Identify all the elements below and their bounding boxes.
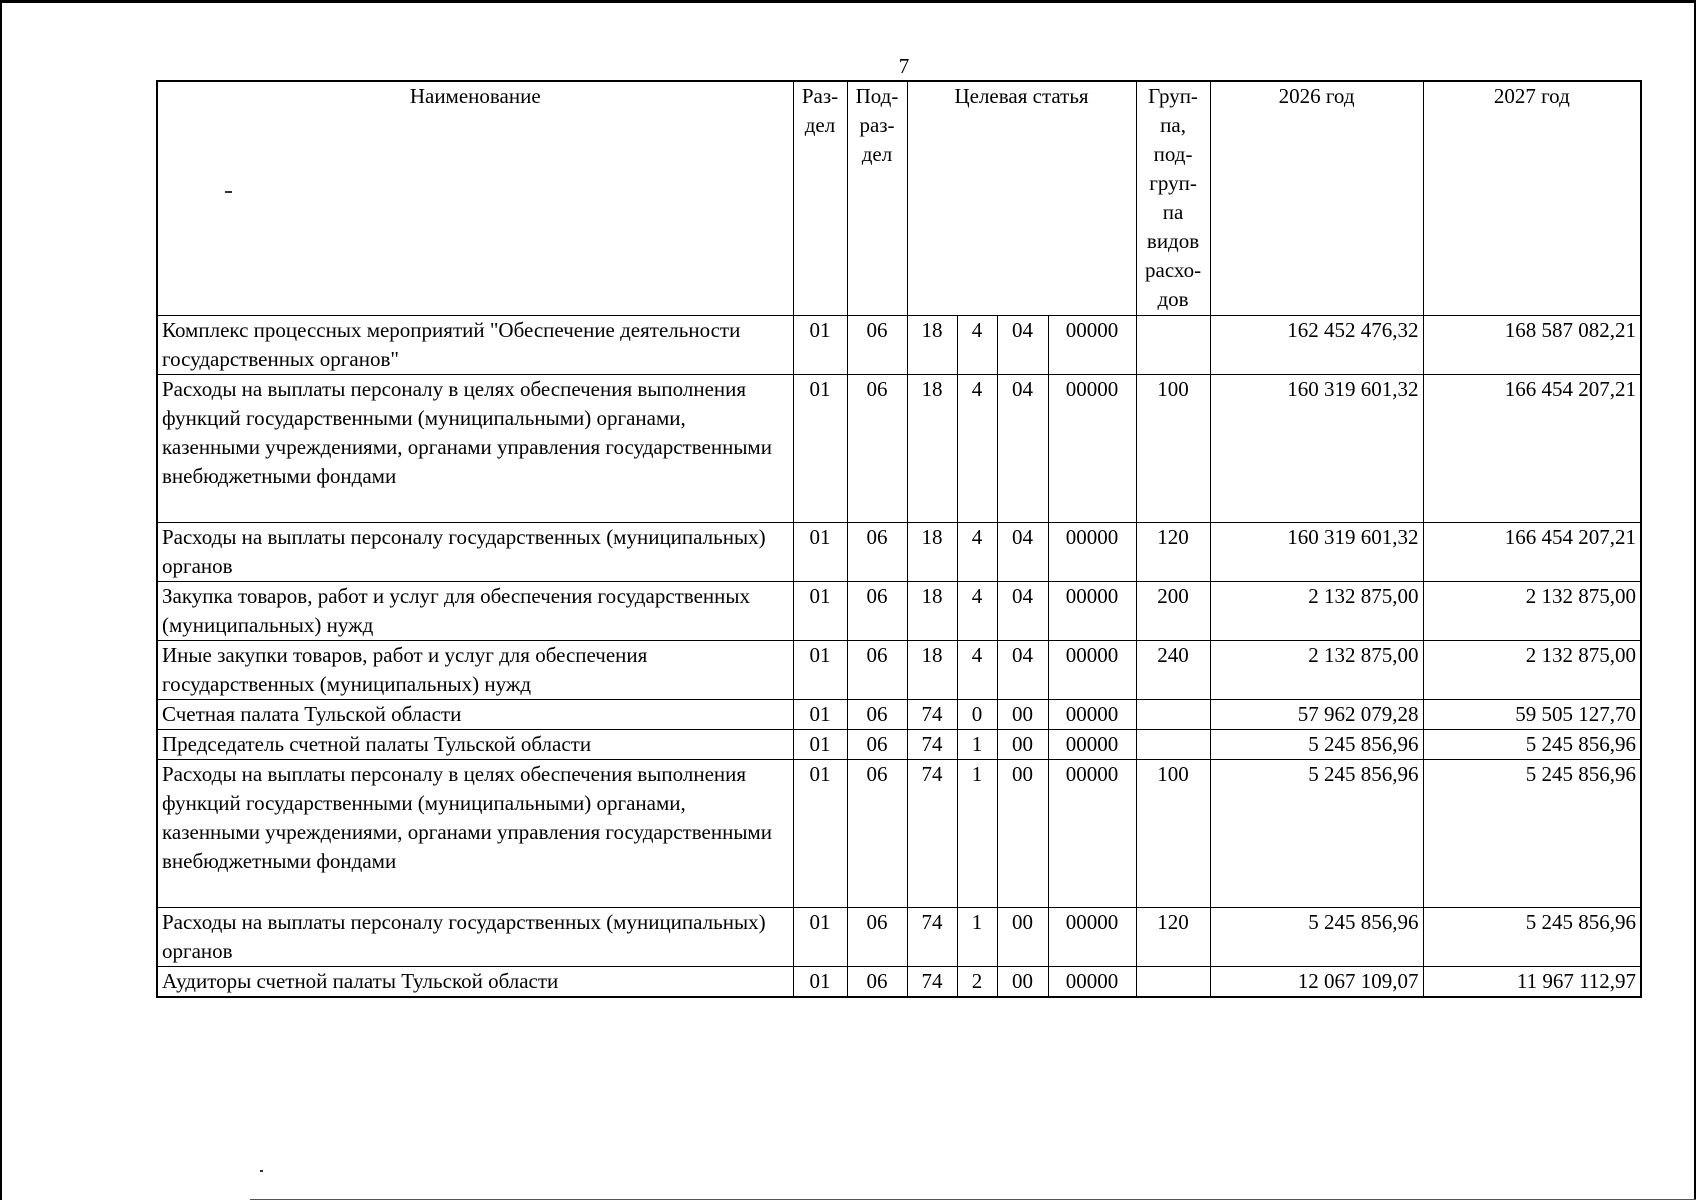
row-expense-group: [1136, 699, 1210, 729]
row-expense-group: [1136, 966, 1210, 997]
row-amount-2027: 166 454 207,21: [1423, 374, 1641, 522]
row-amount-2027: 166 454 207,21: [1423, 522, 1641, 581]
row-target-direction: 00000: [1048, 374, 1136, 522]
budget-table: [156, 80, 1642, 998]
row-target-complex: 00: [997, 966, 1048, 997]
row-target-complex: 04: [997, 315, 1048, 374]
header-2027: 2027 год: [1423, 81, 1641, 315]
row-target-direction: 00000: [1048, 640, 1136, 699]
row-target-program: 18: [907, 315, 957, 374]
row-expense-group: 200: [1136, 581, 1210, 640]
row-amount-2026: 5 245 856,96: [1210, 729, 1423, 759]
row-target-complex: 04: [997, 640, 1048, 699]
row-expense-group: 120: [1136, 907, 1210, 966]
row-razdel: 01: [793, 699, 847, 729]
row-target-program: 18: [907, 640, 957, 699]
row-target-complex: 00: [997, 759, 1048, 907]
row-target-direction: 00000: [1048, 699, 1136, 729]
header-target-article: Целевая статья: [907, 81, 1136, 315]
table-row: [157, 374, 1641, 522]
header-name: Наименование: [157, 81, 793, 315]
row-target-complex: 04: [997, 581, 1048, 640]
row-target-complex: 04: [997, 522, 1048, 581]
row-razdel: 01: [793, 315, 847, 374]
row-podrazdel: 06: [847, 315, 907, 374]
table-row: [157, 315, 1641, 374]
row-target-direction: 00000: [1048, 759, 1136, 907]
row-razdel: 01: [793, 374, 847, 522]
table-row: [157, 729, 1641, 759]
row-target-direction: 00000: [1048, 522, 1136, 581]
row-podrazdel: 06: [847, 907, 907, 966]
table-row: [157, 907, 1641, 966]
row-target-type: 1: [957, 907, 997, 966]
row-target-program: 18: [907, 581, 957, 640]
row-target-type: 4: [957, 640, 997, 699]
row-name: Расходы на выплаты персоналу государственных (муниципальных) органов: [157, 907, 793, 966]
table-row: [157, 966, 1641, 997]
row-amount-2027: 5 245 856,96: [1423, 759, 1641, 907]
row-target-direction: 00000: [1048, 315, 1136, 374]
row-target-direction: 00000: [1048, 729, 1136, 759]
row-target-type: 1: [957, 729, 997, 759]
row-amount-2026: 2 132 875,00: [1210, 581, 1423, 640]
row-podrazdel: 06: [847, 699, 907, 729]
row-name: Аудиторы счетной палаты Тульской области: [157, 966, 793, 997]
row-razdel: 01: [793, 966, 847, 997]
row-target-type: 4: [957, 374, 997, 522]
row-podrazdel: 06: [847, 581, 907, 640]
row-amount-2026: 162 452 476,32: [1210, 315, 1423, 374]
row-name: Счетная палата Тульской области: [157, 699, 793, 729]
row-name: Расходы на выплаты персоналу государственных (муниципальных) органов: [157, 522, 793, 581]
row-amount-2027: 5 245 856,96: [1423, 907, 1641, 966]
row-amount-2026: 5 245 856,96: [1210, 907, 1423, 966]
row-target-direction: 00000: [1048, 966, 1136, 997]
row-target-program: 74: [907, 759, 957, 907]
header-razdel: Раз- дел: [793, 81, 847, 315]
table-row: [157, 581, 1641, 640]
row-target-program: 74: [907, 966, 957, 997]
row-podrazdel: 06: [847, 729, 907, 759]
header-expense-group: Груп- па, под- груп- па видов расхо- дов: [1136, 81, 1210, 315]
row-razdel: 01: [793, 759, 847, 907]
row-target-type: 1: [957, 759, 997, 907]
page-frame-top: [0, 0, 1696, 3]
row-target-complex: 00: [997, 699, 1048, 729]
row-target-complex: 00: [997, 729, 1048, 759]
row-amount-2026: 2 132 875,00: [1210, 640, 1423, 699]
row-podrazdel: 06: [847, 640, 907, 699]
row-expense-group: 100: [1136, 374, 1210, 522]
row-amount-2027: 168 587 082,21: [1423, 315, 1641, 374]
scan-speck: [260, 1170, 263, 1172]
row-podrazdel: 06: [847, 374, 907, 522]
row-target-type: 0: [957, 699, 997, 729]
row-expense-group: [1136, 315, 1210, 374]
row-target-program: 74: [907, 699, 957, 729]
row-amount-2027: 2 132 875,00: [1423, 640, 1641, 699]
row-amount-2027: 11 967 112,97: [1423, 966, 1641, 997]
row-podrazdel: 06: [847, 759, 907, 907]
row-amount-2026: 160 319 601,32: [1210, 522, 1423, 581]
row-razdel: 01: [793, 729, 847, 759]
row-target-type: 4: [957, 581, 997, 640]
row-target-type: 4: [957, 315, 997, 374]
page-frame-left: [0, 0, 2, 1200]
table-row: [157, 522, 1641, 581]
row-target-program: 74: [907, 907, 957, 966]
row-podrazdel: 06: [847, 522, 907, 581]
table-row: [157, 699, 1641, 729]
row-name: Председатель счетной палаты Тульской области: [157, 729, 793, 759]
header-2026: 2026 год: [1210, 81, 1423, 315]
row-expense-group: [1136, 729, 1210, 759]
row-razdel: 01: [793, 581, 847, 640]
row-expense-group: 240: [1136, 640, 1210, 699]
row-name: Иные закупки товаров, работ и услуг для обеспечения государственных (муниципальных) нужд: [157, 640, 793, 699]
row-amount-2027: 59 505 127,70: [1423, 699, 1641, 729]
row-amount-2027: 2 132 875,00: [1423, 581, 1641, 640]
page-number: 7: [898, 54, 910, 78]
row-amount-2026: 5 245 856,96: [1210, 759, 1423, 907]
row-name: Расходы на выплаты персоналу в целях обеспечения выполнения функций государственными (муниципальными) органами, казенными учреждениями, органами управления государственными внебюджетными фондами: [157, 759, 793, 907]
row-razdel: 01: [793, 522, 847, 581]
row-target-complex: 04: [997, 374, 1048, 522]
row-amount-2026: 12 067 109,07: [1210, 966, 1423, 997]
table-row: [157, 640, 1641, 699]
table-header-row: [157, 81, 1641, 315]
row-amount-2026: 57 962 079,28: [1210, 699, 1423, 729]
row-target-complex: 00: [997, 907, 1048, 966]
row-expense-group: 100: [1136, 759, 1210, 907]
row-name: Комплекс процессных мероприятий "Обеспечение деятельности государственных органов": [157, 315, 793, 374]
row-target-program: 74: [907, 729, 957, 759]
row-target-direction: 00000: [1048, 581, 1136, 640]
header-podrazdel: Под- раз- дел: [847, 81, 907, 315]
row-amount-2027: 5 245 856,96: [1423, 729, 1641, 759]
row-target-program: 18: [907, 374, 957, 522]
row-target-type: 2: [957, 966, 997, 997]
row-razdel: 01: [793, 640, 847, 699]
row-razdel: 01: [793, 907, 847, 966]
row-target-type: 4: [957, 522, 997, 581]
row-podrazdel: 06: [847, 966, 907, 997]
table-row: [157, 759, 1641, 907]
row-name: Закупка товаров, работ и услуг для обеспечения государственных (муниципальных) нужд: [157, 581, 793, 640]
row-target-direction: 00000: [1048, 907, 1136, 966]
row-name: Расходы на выплаты персоналу в целях обеспечения выполнения функций государственными (муниципальными) органами, казенными учреждениями, органами управления государственными внебюджетными фондами: [157, 374, 793, 522]
row-expense-group: 120: [1136, 522, 1210, 581]
row-target-program: 18: [907, 522, 957, 581]
row-amount-2026: 160 319 601,32: [1210, 374, 1423, 522]
